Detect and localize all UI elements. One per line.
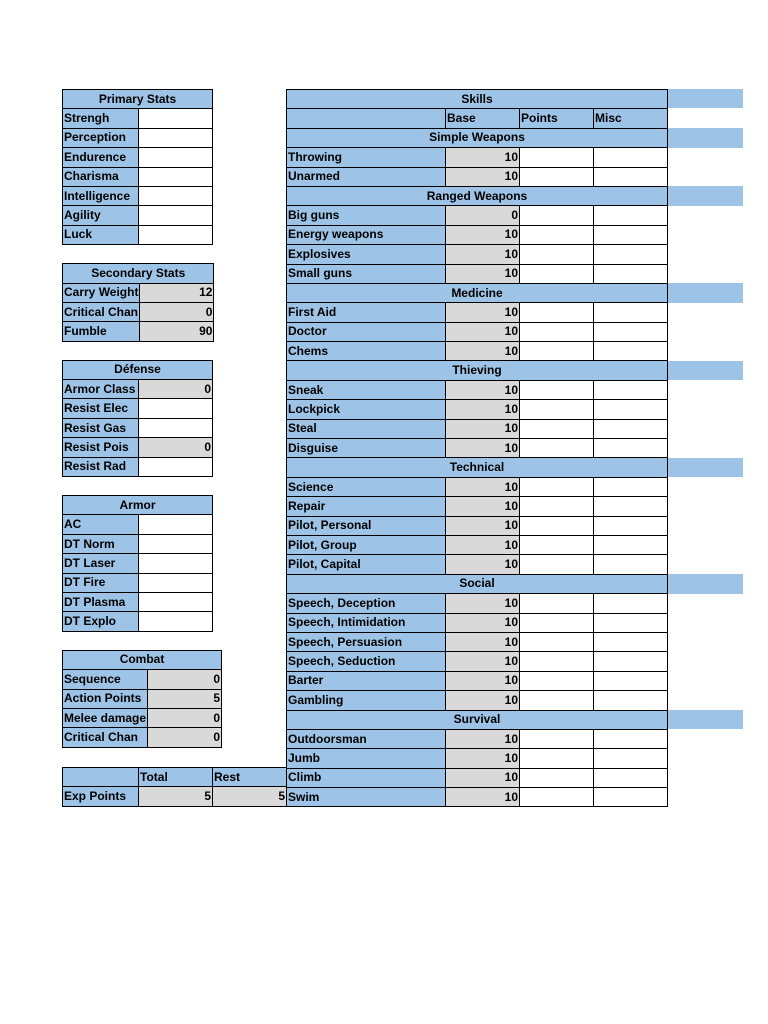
primary-stat-value-cell[interactable]: [139, 109, 213, 128]
skill-points-cell[interactable]: [520, 535, 594, 554]
skill-points-cell[interactable]: [520, 342, 594, 361]
defense-stat-value[interactable]: 0: [139, 380, 213, 399]
skill-label: Energy weapons: [287, 225, 446, 244]
secondary-stat-label: Carry Weight: [63, 283, 140, 302]
skill-group-row: [287, 710, 668, 729]
combat-title: Combat: [63, 650, 222, 669]
skill-points-cell[interactable]: [520, 729, 594, 748]
skill-group-title: Survival: [287, 710, 668, 729]
table-row: [63, 457, 213, 476]
skill-label: Gambling: [287, 691, 446, 710]
skill-label: Steal: [287, 419, 446, 438]
skill-base-value[interactable]: 10: [446, 497, 520, 516]
table-row: [287, 555, 668, 574]
skill-label: Explosives: [287, 245, 446, 264]
skill-misc-cell[interactable]: [594, 535, 668, 554]
table-row: [287, 768, 668, 787]
exp-rest-header: Rest: [213, 768, 287, 787]
skill-points-cell[interactable]: [520, 477, 594, 496]
defense-stat-value[interactable]: [139, 399, 213, 418]
table-row: [287, 497, 668, 516]
skills-corner-cell: [287, 109, 446, 128]
primary-stat-label: Strengh: [63, 109, 139, 128]
skill-misc-cell[interactable]: [594, 691, 668, 710]
primary-stat-value-cell[interactable]: [139, 206, 213, 225]
skill-base-value[interactable]: 10: [446, 342, 520, 361]
skill-base-value[interactable]: 10: [446, 768, 520, 787]
skill-label: Speech, Deception: [287, 594, 446, 613]
skill-base-value[interactable]: 10: [446, 535, 520, 554]
skill-misc-cell[interactable]: [594, 613, 668, 632]
group-header-extension: [668, 361, 744, 380]
table-row: [287, 749, 668, 768]
table-row: [287, 264, 668, 283]
skill-base-value[interactable]: 10: [446, 400, 520, 419]
primary-stat-value-cell[interactable]: [139, 148, 213, 167]
skill-misc-cell[interactable]: [594, 400, 668, 419]
table-row: [63, 109, 213, 128]
combat-table: [62, 650, 222, 748]
secondary-stat-value[interactable]: 90: [140, 322, 214, 341]
skill-misc-cell[interactable]: [594, 419, 668, 438]
skill-base-value[interactable]: 10: [446, 594, 520, 613]
defense-stat-label: Armor Class: [63, 380, 139, 399]
skill-group-title: Medicine: [287, 283, 668, 302]
skill-label: Sneak: [287, 380, 446, 399]
skill-misc-cell[interactable]: [594, 652, 668, 671]
skill-base-value[interactable]: 10: [446, 555, 520, 574]
skill-label: Doctor: [287, 322, 446, 341]
group-header-extension: [668, 186, 744, 205]
skill-misc-cell[interactable]: [594, 497, 668, 516]
secondary-stat-value[interactable]: 12: [140, 283, 214, 302]
skill-misc-cell[interactable]: [594, 516, 668, 535]
defense-stat-value[interactable]: [139, 418, 213, 437]
group-header-extension: [668, 710, 744, 729]
skill-base-value[interactable]: 10: [446, 613, 520, 632]
skill-base-value[interactable]: 10: [446, 671, 520, 690]
armor-table: [62, 495, 213, 632]
table-row: [63, 418, 213, 437]
defense-stat-value[interactable]: 0: [139, 438, 213, 457]
skill-points-cell[interactable]: [520, 380, 594, 399]
skill-misc-cell[interactable]: [594, 225, 668, 244]
skill-points-cell[interactable]: [520, 691, 594, 710]
armor-value-cell[interactable]: [139, 515, 213, 534]
primary-stat-label: Endurence: [63, 148, 139, 167]
skill-misc-cell[interactable]: [594, 555, 668, 574]
table-row: [287, 516, 668, 535]
skill-base-value[interactable]: 10: [446, 652, 520, 671]
skill-label: Pilot, Group: [287, 535, 446, 554]
skill-label: Speech, Persuasion: [287, 632, 446, 651]
skill-points-cell[interactable]: [520, 768, 594, 787]
primary-stat-value-cell[interactable]: [139, 225, 213, 244]
primary-stat-label: Charisma: [63, 167, 139, 186]
skill-label: Big guns: [287, 206, 446, 225]
defense-stat-label: Resist Gas: [63, 418, 139, 437]
table-row: [63, 592, 213, 611]
skill-label: Disguise: [287, 439, 446, 458]
skill-base-value[interactable]: 10: [446, 264, 520, 283]
table-row: [63, 438, 213, 457]
skills-header-extension: [668, 89, 743, 108]
table-row: [287, 342, 668, 361]
skill-base-value[interactable]: 10: [446, 148, 520, 167]
skill-points-cell[interactable]: [520, 419, 594, 438]
skills-title: Skills: [287, 90, 668, 109]
skill-points-cell[interactable]: [520, 322, 594, 341]
skill-base-value[interactable]: 10: [446, 439, 520, 458]
table-row: [287, 632, 668, 651]
table-row: [63, 573, 213, 592]
combat-stat-value[interactable]: 0: [148, 670, 222, 689]
secondary-stats-title: Secondary Stats: [63, 264, 214, 283]
skill-label: First Aid: [287, 303, 446, 322]
skill-base-value[interactable]: 10: [446, 380, 520, 399]
primary-stat-value-cell[interactable]: [139, 186, 213, 205]
skill-misc-cell[interactable]: [594, 245, 668, 264]
table-row: [287, 671, 668, 690]
skill-label: Pilot, Capital: [287, 555, 446, 574]
exp-total-header: Total: [139, 768, 213, 787]
skill-group-title: Technical: [287, 458, 668, 477]
skill-base-value[interactable]: 10: [446, 516, 520, 535]
primary-stats-title: Primary Stats: [63, 90, 213, 109]
table-row: [63, 128, 213, 147]
armor-label: DT Fire: [63, 573, 139, 592]
combat-stat-value[interactable]: 0: [148, 708, 222, 727]
skill-label: Chems: [287, 342, 446, 361]
skill-points-cell[interactable]: [520, 652, 594, 671]
skill-base-value[interactable]: 0: [446, 206, 520, 225]
armor-value-cell[interactable]: [139, 573, 213, 592]
skill-group-row: [287, 186, 668, 205]
skill-misc-cell[interactable]: [594, 439, 668, 458]
table-row: [63, 515, 213, 534]
exp-points-label: Exp Points: [63, 787, 139, 806]
skill-label: Lockpick: [287, 400, 446, 419]
primary-stats-table: [62, 89, 213, 245]
combat-stat-label: Critical Chan: [63, 728, 148, 747]
skill-base-value[interactable]: 10: [446, 749, 520, 768]
skill-points-cell[interactable]: [520, 516, 594, 535]
table-row: [63, 322, 214, 341]
table-row: [63, 225, 213, 244]
skill-base-value[interactable]: 10: [446, 167, 520, 186]
table-row: [287, 322, 668, 341]
skill-label: Speech, Intimidation: [287, 613, 446, 632]
armor-label: DT Explo: [63, 612, 139, 631]
skills-misc-header: Misc: [594, 109, 668, 128]
secondary-stat-label: Critical Chan: [63, 302, 140, 321]
table-row: [287, 380, 668, 399]
skill-misc-cell[interactable]: [594, 768, 668, 787]
skills-points-header: Points: [520, 109, 594, 128]
skill-points-cell[interactable]: [520, 245, 594, 264]
table-row: [63, 186, 213, 205]
skill-group-row: [287, 574, 668, 593]
skill-misc-cell[interactable]: [594, 749, 668, 768]
skill-label: Barter: [287, 671, 446, 690]
defense-stat-label: Resist Elec: [63, 399, 139, 418]
skills-section: [286, 89, 668, 807]
primary-stat-label: Agility: [63, 206, 139, 225]
skill-base-value[interactable]: 10: [446, 691, 520, 710]
skill-misc-cell[interactable]: [594, 380, 668, 399]
table-row: [63, 689, 222, 708]
skill-label: Swim: [287, 788, 446, 807]
skill-label: Outdoorsman: [287, 729, 446, 748]
skill-misc-cell[interactable]: [594, 303, 668, 322]
skill-points-cell[interactable]: [520, 555, 594, 574]
table-row: [287, 167, 668, 186]
primary-stat-value-cell[interactable]: [139, 128, 213, 147]
skill-points-cell[interactable]: [520, 671, 594, 690]
table-row: [287, 613, 668, 632]
table-row: [287, 691, 668, 710]
combat-stat-label: Melee damage: [63, 708, 148, 727]
defense-title: Défense: [63, 360, 213, 379]
exp-section: [62, 767, 287, 807]
armor-value-cell[interactable]: [139, 592, 213, 611]
skill-label: Throwing: [287, 148, 446, 167]
armor-value-cell[interactable]: [139, 534, 213, 553]
group-header-extension: [668, 283, 744, 302]
skill-group-row: [287, 283, 668, 302]
table-row: [287, 148, 668, 167]
primary-stat-value-cell[interactable]: [139, 167, 213, 186]
skill-points-cell[interactable]: [520, 148, 594, 167]
table-row: [63, 612, 213, 631]
skill-misc-cell[interactable]: [594, 671, 668, 690]
skill-misc-cell[interactable]: [594, 729, 668, 748]
combat-stat-value[interactable]: 5: [148, 689, 222, 708]
skill-misc-cell[interactable]: [594, 264, 668, 283]
skill-points-cell[interactable]: [520, 264, 594, 283]
table-row: [287, 206, 668, 225]
table-row: [63, 399, 213, 418]
skills-base-header: Base: [446, 109, 520, 128]
skill-points-cell[interactable]: [520, 303, 594, 322]
skill-misc-cell[interactable]: [594, 206, 668, 225]
table-row: [287, 245, 668, 264]
skill-base-value[interactable]: 10: [446, 419, 520, 438]
defense-stat-label: Resist Rad: [63, 457, 139, 476]
table-row: [63, 206, 213, 225]
group-header-extension: [668, 458, 744, 477]
skill-points-cell[interactable]: [520, 749, 594, 768]
exp-rest-value[interactable]: 5: [213, 787, 287, 806]
skill-label: Speech, Seduction: [287, 652, 446, 671]
primary-stat-label: Luck: [63, 225, 139, 244]
skill-points-cell[interactable]: [520, 613, 594, 632]
skill-base-value[interactable]: 10: [446, 322, 520, 341]
table-row: [287, 652, 668, 671]
skill-misc-cell[interactable]: [594, 477, 668, 496]
skill-points-cell[interactable]: [520, 632, 594, 651]
skill-base-value[interactable]: 10: [446, 788, 520, 807]
skill-misc-cell[interactable]: [594, 632, 668, 651]
secondary-stats-table: [62, 263, 214, 342]
combat-stat-label: Action Points: [63, 689, 148, 708]
skill-misc-cell[interactable]: [594, 167, 668, 186]
skill-group-title: Simple Weapons: [287, 128, 668, 147]
skill-group-title: Ranged Weapons: [287, 186, 668, 205]
skill-points-cell[interactable]: [520, 594, 594, 613]
skills-table: [286, 89, 668, 807]
skill-misc-cell[interactable]: [594, 788, 668, 807]
exp-total-value[interactable]: 5: [139, 787, 213, 806]
skill-group-row: [287, 458, 668, 477]
skill-points-cell[interactable]: [520, 225, 594, 244]
defense-stat-label: Resist Pois: [63, 438, 139, 457]
table-row: [63, 708, 222, 727]
table-row: [63, 670, 222, 689]
skill-group-title: Social: [287, 574, 668, 593]
skill-misc-cell[interactable]: [594, 148, 668, 167]
left-column: [62, 89, 222, 748]
table-row: [63, 728, 222, 747]
group-header-extension: [668, 128, 744, 147]
skill-base-value[interactable]: 10: [446, 729, 520, 748]
table-row: [287, 225, 668, 244]
skill-group-title: Thieving: [287, 361, 668, 380]
armor-title: Armor: [63, 496, 213, 515]
table-row: [287, 400, 668, 419]
skill-points-cell[interactable]: [520, 400, 594, 419]
skill-points-cell[interactable]: [520, 788, 594, 807]
skill-misc-cell[interactable]: [594, 322, 668, 341]
skill-points-cell[interactable]: [520, 439, 594, 458]
combat-stat-label: Sequence: [63, 670, 148, 689]
exp-table: [62, 767, 287, 807]
armor-value-cell[interactable]: [139, 612, 213, 631]
skill-group-row: [287, 128, 668, 147]
table-row: [287, 594, 668, 613]
skill-base-value[interactable]: 10: [446, 225, 520, 244]
table-row: [287, 535, 668, 554]
table-row: [287, 788, 668, 807]
skill-base-value[interactable]: 10: [446, 632, 520, 651]
table-row: [63, 302, 214, 321]
secondary-stat-value[interactable]: 0: [140, 302, 214, 321]
table-row: [63, 554, 213, 573]
skill-label: Unarmed: [287, 167, 446, 186]
table-row: [63, 167, 213, 186]
primary-stat-label: Perception: [63, 128, 139, 147]
defense-table: [62, 360, 213, 477]
table-row: [63, 380, 213, 399]
armor-label: DT Laser: [63, 554, 139, 573]
table-row: [287, 477, 668, 496]
skill-label: Repair: [287, 497, 446, 516]
defense-stat-value[interactable]: [139, 457, 213, 476]
skill-points-cell[interactable]: [520, 167, 594, 186]
skill-base-value[interactable]: 10: [446, 303, 520, 322]
table-row: [63, 283, 214, 302]
skill-label: Small guns: [287, 264, 446, 283]
skill-misc-cell[interactable]: [594, 342, 668, 361]
exp-corner-cell: [63, 768, 139, 787]
table-row: [287, 439, 668, 458]
armor-label: DT Plasma: [63, 592, 139, 611]
primary-stat-label: Intelligence: [63, 186, 139, 205]
skill-base-value[interactable]: 10: [446, 477, 520, 496]
secondary-stat-label: Fumble: [63, 322, 140, 341]
skill-misc-cell[interactable]: [594, 594, 668, 613]
table-row: [287, 419, 668, 438]
table-row: [63, 534, 213, 553]
table-row: [287, 303, 668, 322]
armor-label: AC: [63, 515, 139, 534]
armor-value-cell[interactable]: [139, 554, 213, 573]
group-header-extension: [668, 574, 744, 593]
skill-points-cell[interactable]: [520, 206, 594, 225]
table-row: [63, 148, 213, 167]
skill-label: Jumb: [287, 749, 446, 768]
skill-label: Pilot, Personal: [287, 516, 446, 535]
skill-label: Science: [287, 477, 446, 496]
skill-points-cell[interactable]: [520, 497, 594, 516]
skill-group-row: [287, 361, 668, 380]
skill-label: Climb: [287, 768, 446, 787]
skill-base-value[interactable]: 10: [446, 245, 520, 264]
table-row: [287, 729, 668, 748]
combat-stat-value[interactable]: 0: [148, 728, 222, 747]
armor-label: DT Norm: [63, 534, 139, 553]
